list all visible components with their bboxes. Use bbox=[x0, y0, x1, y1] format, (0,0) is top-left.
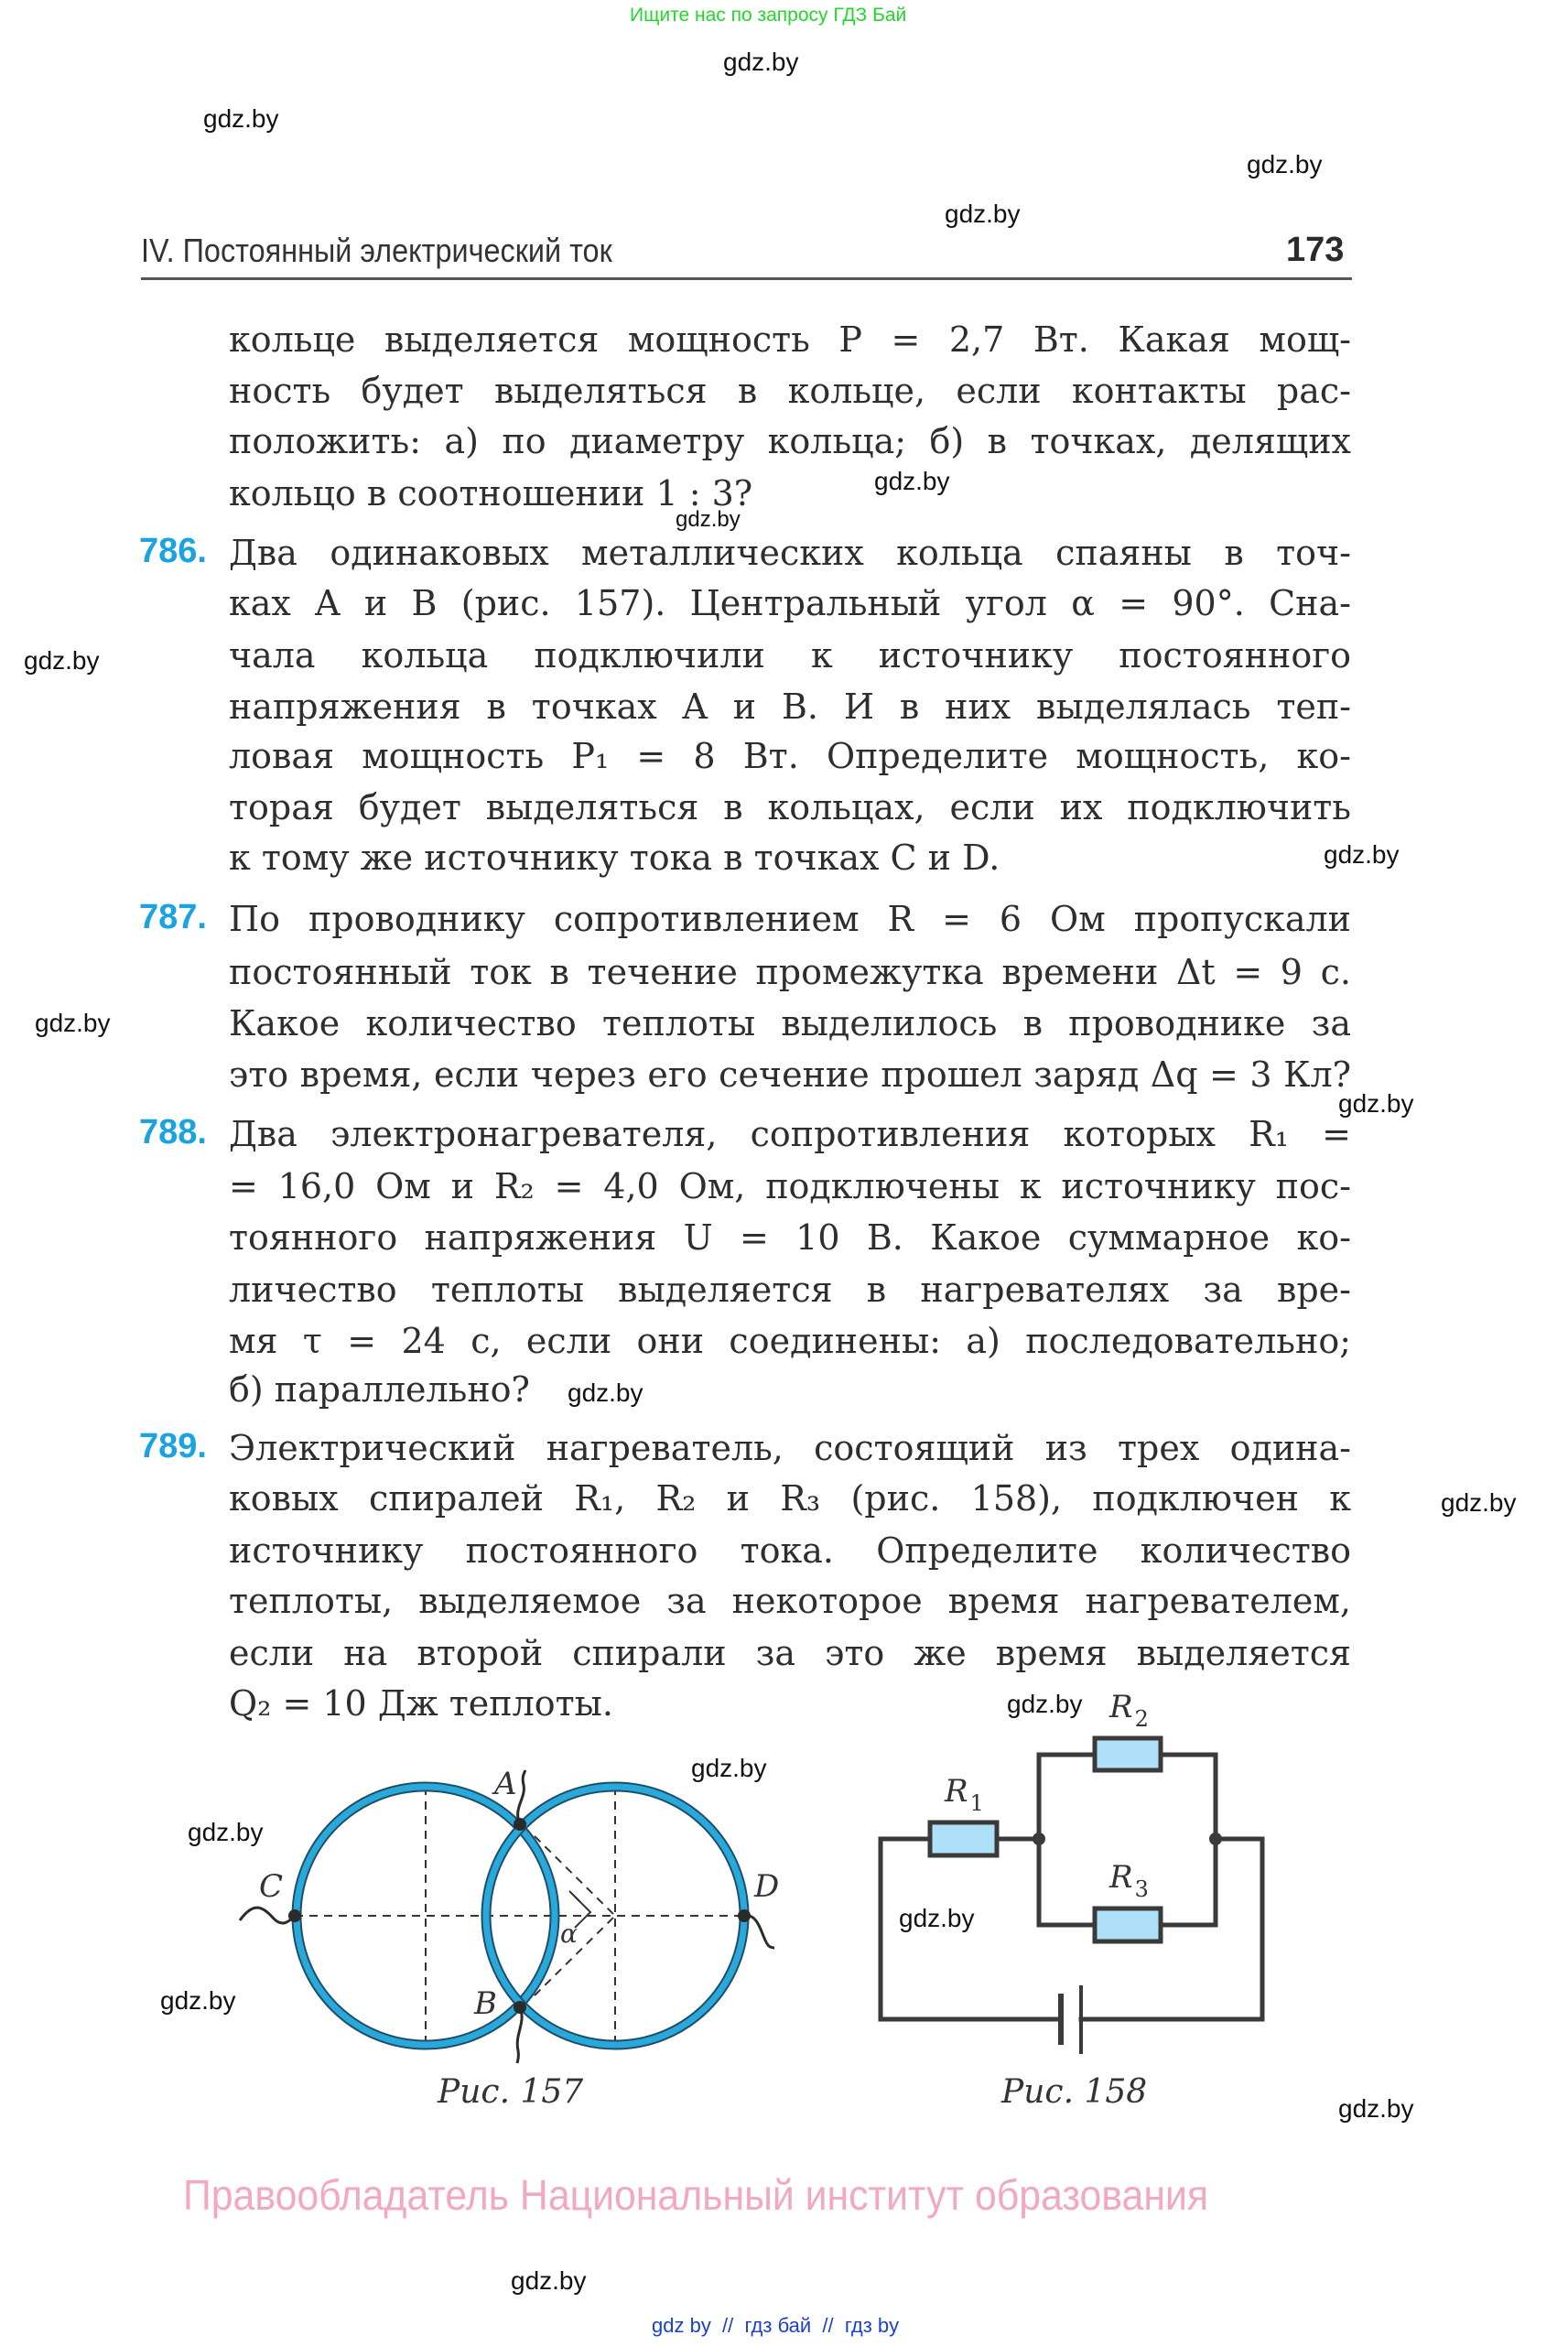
text-line: тоянного напряжения U = 10 В. Какое суммарное ко- bbox=[229, 1217, 1351, 1258]
text-line: Какое количество теплоты выделилось в проводнике за bbox=[229, 1003, 1351, 1043]
text-line: чала кольца подключили к источнику постоянного bbox=[229, 635, 1351, 676]
problem-number: 787. bbox=[139, 898, 207, 936]
copyright-notice: Правообладатель Национальный институт образования bbox=[183, 2171, 1209, 2219]
watermark: gdz.by bbox=[203, 104, 279, 133]
point-c-label: C bbox=[259, 1868, 284, 1905]
watermark: gdz.by bbox=[945, 200, 1021, 228]
point-d-label: D bbox=[754, 1868, 780, 1905]
text-line: личество теплоты выделяется в нагревателях за вре- bbox=[229, 1270, 1351, 1310]
fig158-caption: Рис. 158 bbox=[1001, 2073, 1148, 2111]
text-line: торая будет выделяться в кольцах, если их подключить bbox=[229, 787, 1351, 827]
text-line: напряжения в точках A и B. И в них выделялась теп- bbox=[229, 687, 1351, 727]
text-line: Электрический нагреватель, состоящий из трех одина- bbox=[229, 1428, 1351, 1468]
footer-links: gdz by // гдз бай // гдз by bbox=[652, 2314, 900, 2337]
watermark: gdz.by bbox=[1441, 1488, 1517, 1517]
watermark: gdz.by bbox=[35, 1009, 111, 1037]
problem-number: 789. bbox=[139, 1427, 207, 1465]
r2-label: $R_2$ bbox=[1109, 1689, 1149, 1732]
text-line: ках A и B (рис. 157). Центральный угол α = 90°. Сна- bbox=[229, 583, 1351, 623]
text-line: По проводнику сопротивлением R = 6 Ом пропускали bbox=[229, 899, 1351, 939]
junction-left bbox=[1033, 1832, 1045, 1845]
watermark: gdz.by bbox=[899, 1904, 975, 1932]
fig157-rings bbox=[240, 1770, 774, 2063]
watermark: gdz.by bbox=[723, 48, 799, 76]
problem-number: 786. bbox=[139, 532, 207, 570]
text-line: ковых спиралей R₁, R₂ и R₃ (рис. 158), подключен к bbox=[229, 1478, 1351, 1519]
watermark: gdz.by bbox=[511, 2266, 587, 2295]
watermark: gdz.by bbox=[1247, 150, 1323, 178]
text-line: Q₂ = 10 Дж теплоты. bbox=[229, 1683, 613, 1724]
text-line: = 16,0 Ом и R₂ = 4,0 Ом, подключены к источнику пос- bbox=[229, 1166, 1351, 1206]
search-banner: Ищите нас по запросу ГДЗ Бай bbox=[630, 5, 907, 26]
watermark: gdz.by bbox=[676, 507, 741, 532]
watermark: gdz.by bbox=[160, 1986, 236, 2015]
watermark: gdz.by bbox=[188, 1818, 264, 1846]
text-line: Два электронагревателя, сопротивления которых R₁ = bbox=[229, 1114, 1351, 1154]
text-line: кольце выделяется мощность P = 2,7 Вт. Какая мощ- bbox=[229, 319, 1351, 360]
resistor-r1 bbox=[930, 1822, 997, 1855]
page-number: 173 bbox=[1286, 231, 1345, 269]
text-line: постоянный ток в течение промежутка времени Δt = 9 с. bbox=[229, 952, 1351, 992]
watermark: gdz.by bbox=[1007, 1690, 1083, 1718]
point-a-label: A bbox=[494, 1766, 517, 1802]
junction-right bbox=[1209, 1832, 1222, 1845]
problem-number: 788. bbox=[139, 1113, 207, 1151]
watermark: gdz.by bbox=[568, 1378, 643, 1407]
text-line: положить: а) по диаметру кольца; б) в точках, делящих bbox=[229, 421, 1351, 461]
resistor-r2 bbox=[1095, 1738, 1161, 1770]
watermark: gdz.by bbox=[691, 1754, 767, 1782]
chapter-title: IV. Постоянный электрический ток bbox=[141, 232, 612, 269]
text-line: кольцо в соотношении 1 : 3? bbox=[229, 473, 753, 514]
text-line: если на второй спирали за это же время выделяется bbox=[229, 1633, 1351, 1673]
watermark: gdz.by bbox=[1338, 1089, 1414, 1118]
angle-alpha-label: α bbox=[560, 1919, 578, 1949]
r3-label: $R_3$ bbox=[1109, 1859, 1149, 1902]
fig157-caption: Рис. 157 bbox=[438, 2073, 584, 2111]
resistor-r3 bbox=[1095, 1908, 1161, 1941]
watermark: gdz.by bbox=[1338, 2094, 1414, 2123]
text-line: источнику постоянного тока. Определите количество bbox=[229, 1530, 1351, 1571]
text-line: Два одинаковых металлических кольца спаяны в точ- bbox=[229, 533, 1351, 573]
watermark: gdz.by bbox=[1324, 840, 1400, 869]
text-line: мя τ = 24 с, если они соединены: а) последовательно; bbox=[229, 1321, 1351, 1361]
text-line: теплоты, выделяемое за некоторое время нагревателем, bbox=[229, 1581, 1351, 1621]
watermark: gdz.by bbox=[24, 646, 100, 675]
text-line: б) параллельно? bbox=[229, 1369, 530, 1410]
point-b-label: B bbox=[474, 1985, 497, 2022]
watermark: gdz.by bbox=[874, 467, 950, 495]
text-line: ность будет выделяться в кольце, если контакты рас- bbox=[229, 371, 1351, 411]
text-line: это время, если через его сечение прошел заряд Δq = 3 Кл? bbox=[229, 1054, 1351, 1095]
text-line: к тому же источнику тока в точках C и D. bbox=[229, 838, 1000, 878]
text-line: ловая мощность P₁ = 8 Вт. Определите мощность, ко- bbox=[229, 736, 1351, 776]
r1-label: $R_1$ bbox=[945, 1773, 984, 1816]
